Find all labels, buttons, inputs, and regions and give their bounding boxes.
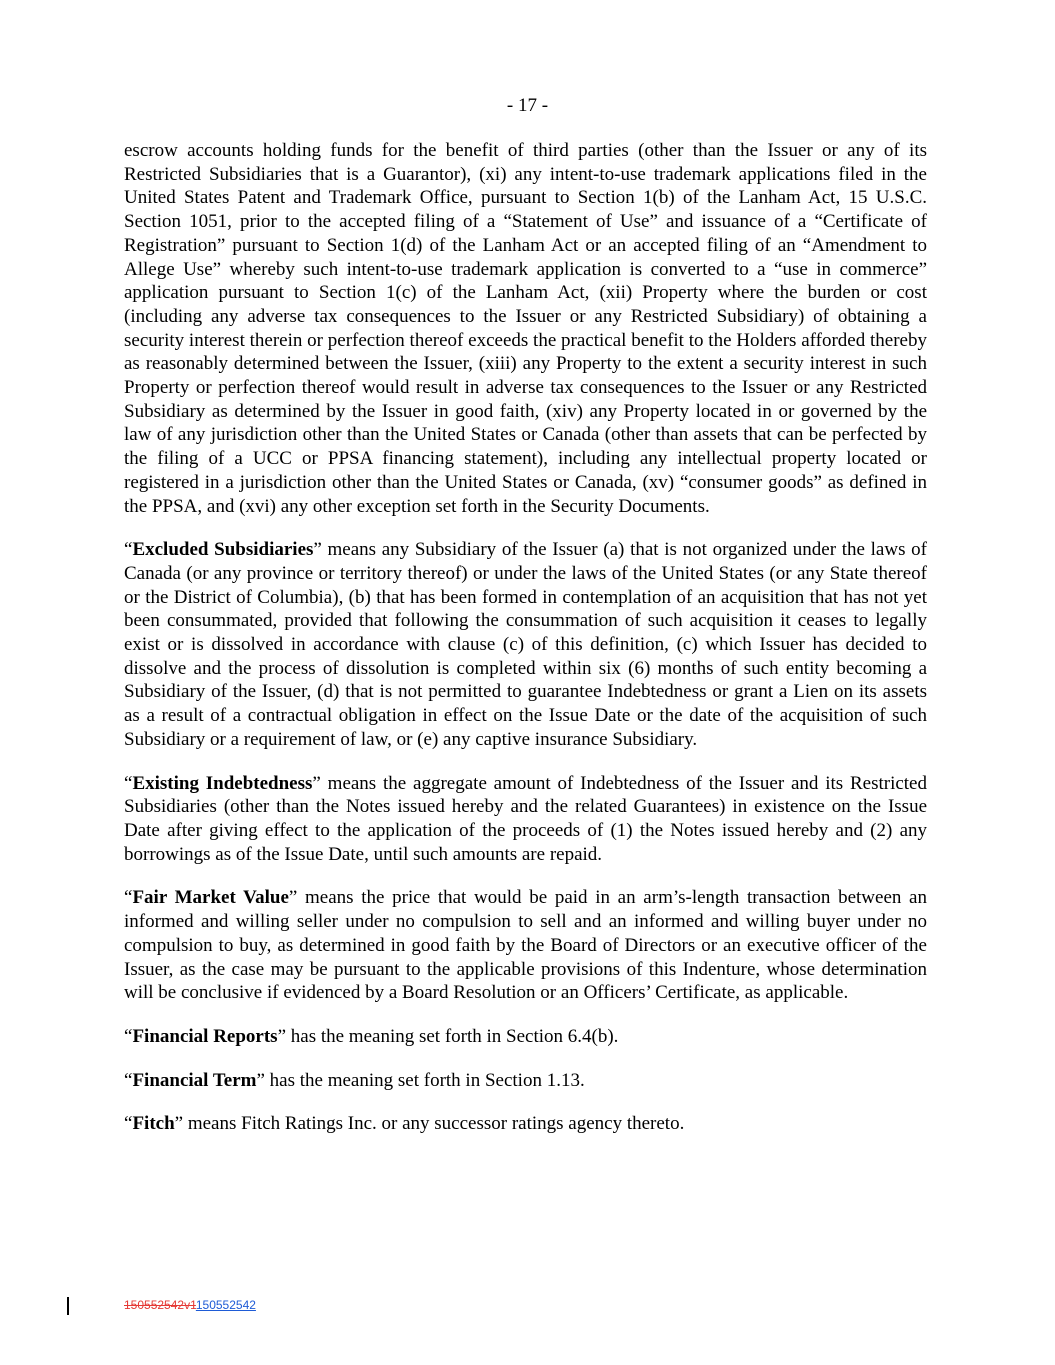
open-quote: “: [124, 1069, 133, 1091]
definition-text: ” means the aggregate amount of Indebtedness of the Issuer and its Restricted Subsidiaries (other than the Notes issued hereby and the related Guarantees) in existence on the Issue Date after giving effect to the application of the proceeds of (1) the Notes issued hereby and (2) any borrowings as of the Issue Date, until such amounts are repaid.: [124, 772, 927, 865]
definition-fitch: [124, 1112, 927, 1136]
definition-existing-indebtedness: [124, 772, 927, 867]
definition-fair-market-value: [124, 886, 927, 1005]
defined-term: Existing Indebtedness: [132, 772, 313, 794]
open-quote: “: [124, 887, 133, 909]
revision-change-bar: [67, 1297, 69, 1315]
definition-financial-reports: [124, 1025, 927, 1049]
definition-text: ” means the price that would be paid in an arm’s-length transaction between an informed and willing seller under no compulsion to sell and an informed and willing buyer under no compulsion to buy, as determined in good faith by the Board of Directors or an executive officer of the Issuer, as the case may be pursuant to the applicable provisions of this Indenture, whose determination will be conclusive if evidenced by a Board Resolution or an Officers’ Certificate, as applicable.: [124, 887, 927, 1004]
definition-excluded-subsidiaries: [124, 538, 927, 751]
definition-text: ” has the meaning set forth in Section 1.13.: [256, 1069, 585, 1091]
open-quote: “: [124, 539, 133, 561]
page-number: - 17 -: [506, 95, 549, 116]
definition-text: ” means Fitch Ratings Inc. or any successor ratings agency thereto.: [174, 1113, 685, 1135]
definition-continuation-paragraph: escrow accounts holding funds for the benefit of third parties (other than the Issuer or any of its Restricted Subsidiaries that is a Guarantor), (xi) any intent-to-use trademark applications filed in the United States Patent and Trademark Office, pursuant to Section 1(b) of the Lanham Act, 15 U.S.C. Section 1051, prior to the accepted filing of a “Statement of Use” and issuance of a “Certificate of Registration” pursuant to Section 1(d) of the Lanham Act or an accepted filing of an “Amendment to Allege Use” whereby such intent-to-use trademark application is converted to a “use in commerce” application pursuant to Section 1(c) of the Lanham Act, (xii) Property where the burden or cost (including any adverse tax consequences to the Issuer or any Restricted Subsidiary) of obtaining a security interest therein or perfection thereof exceeds the practical benefit to the Holders afforded thereby as reasonably determined between the Issuer, (xiii) any Property to the extent a security interest in such Property or perfection thereof would result in adverse tax consequences to the Issuer or any Restricted Subsidiary as determined by the Issuer in good faith, (xiv) any Property located in or governed by the law of any jurisdiction other than the United States or Canada (other than assets that can be perfected by the filing of a UCC or PPSA financing statement), including any intellectual property located or registered in a jurisdiction other than the United States or Canada, (xv) “consumer goods” as defined in the PPSA, and (xvi) any other exception set forth in the Security Documents.: [124, 140, 927, 517]
document-body: [124, 139, 927, 1156]
definition-financial-term: [124, 1069, 927, 1093]
definition-text: ” means any Subsidiary of the Issuer (a) that is not organized under the laws of Canada (or any province or territory thereof) or under the laws of the United States (or any State thereof or the District of Columbia), (b) that has been formed in contemplation of an acquisition that has not yet been consummated, provided that following the consummation of such acquisition it ceases to legally exist or is dissolved in accordance with clause (c) of this definition, (c) which Issuer has decided to dissolve and the process of dissolution is completed within six (6) months of such entity becoming a Subsidiary of the Issuer, (d) that is not permitted to guarantee Indebtedness or grant a Lien on its assets as a result of a contractual obligation in effect on the Issue Date or the date of the acquisition of such Subsidiary or a requirement of law, or (e) any captive insurance Subsidiary.: [124, 539, 927, 750]
defined-term: Fair Market Value: [132, 887, 289, 909]
defined-term: Financial Term: [132, 1069, 257, 1091]
defined-term: Fitch: [132, 1113, 175, 1135]
open-quote: “: [124, 1025, 133, 1047]
document-id-footer: [124, 1298, 256, 1312]
deleted-document-id: 150552542v1: [124, 1298, 196, 1312]
defined-term: Excluded Subsidiaries: [132, 539, 314, 561]
open-quote: “: [124, 772, 133, 794]
inserted-document-id: 150552542: [195, 1298, 256, 1312]
definition-text: ” has the meaning set forth in Section 6.4(b).: [277, 1025, 619, 1047]
defined-term: Financial Reports: [132, 1025, 278, 1047]
open-quote: “: [124, 1113, 133, 1135]
